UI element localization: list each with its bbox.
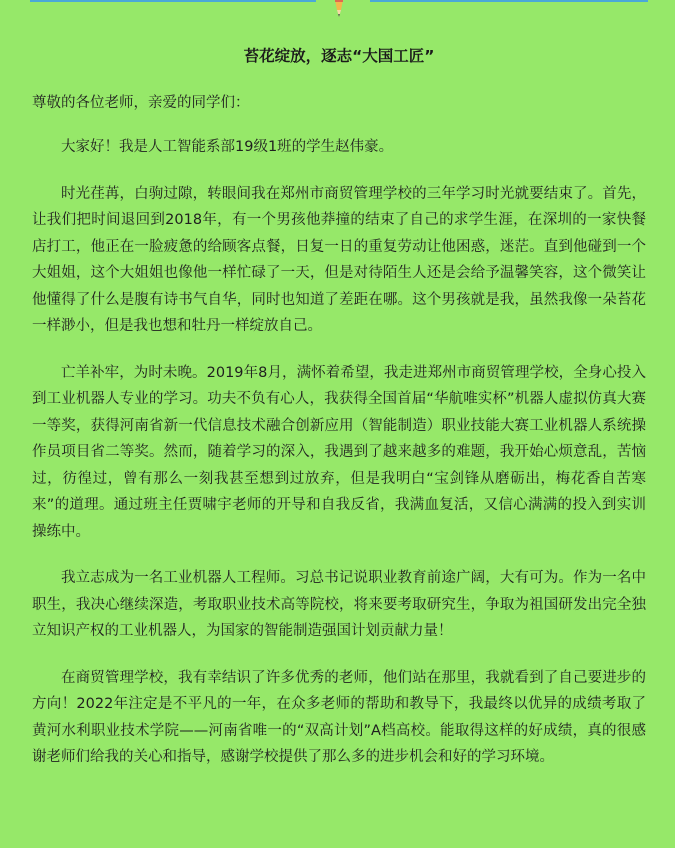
paragraph: 我立志成为一名工业机器人工程师。习总书记说职业教育前途广阔，大有可为。作为一名中职生，我决心继续深造，考取职业技术高等院校，将来要考取研究生，争取为祖国研发出完全独立知识产权的工业机器人，为国家的智能制造强国计划贡献力量！	[32, 570, 646, 639]
paragraph: 大家好！我是人工智能系部19级1班的学生赵伟豪。	[61, 139, 394, 155]
paragraph: 在商贸管理学校，我有幸结识了许多优秀的老师，他们站在那里，我就看到了自己要进步的方向！2022年注定是不平凡的一年，在众多老师的帮助和教导下，我最终以优异的成绩考取了黄河水利职业技术学院——河南省唯一的“双高计划”A档高校。能取得这样的好成绩，真的很感谢老师们给我的关心和指导，感谢学校提供了那么多的进步机会和好的学习环境。	[32, 669, 646, 765]
article	[32, 44, 646, 791]
paragraph: 亡羊补牢，为时未晚。2019年8月，满怀着希望，我走进郑州市商贸管理学校，全身心投入到工业机器人专业的学习。功夫不负有心人，我获得全国首届“华航唯实杯”机器人虚拟仿真大赛一等奖，获得河南省新一代信息技术融合创新应用（智能制造）职业技能大赛工业机器人系统操作员项目省二等奖。然而，随着学习的深入，我遇到了越来越多的难题，我开始心烦意乱，苦恼过，彷徨过，曾有那么一刻我甚至想到过放弃，但是我明白“宝剑锋从磨砺出，梅花香自苦寒来”的道理。通过班主任贾啸宇老师的开导和自我反省，我满血复活，又信心满满的投入到实训操练中。	[32, 364, 646, 540]
top-decoration	[0, 0, 675, 18]
top-divider-left	[30, 0, 316, 2]
article-title: 苔花绽放，逐志“大国工匠”	[243, 47, 435, 65]
paragraph: 时光荏苒，白驹过隙，转眼间我在郑州市商贸管理学校的三年学习时光就要结束了。首先，让我们把时间退回到2018年，有一个男孩他莽撞的结束了自己的求学生涯，在深圳的一家快餐店打工，他正在一脸疲惫的给顾客点餐，日复一日的重复劳动让他困惑，迷茫。直到他碰到一个大姐姐，这个大姐姐也像他一样忙碌了一天，但是对待陌生人还是会给予温馨笑容，这个微笑让他懂得了什么是腹有诗书气自华，同时也知道了差距在哪。这个男孩就是我，虽然我像一朵苔花一样渺小，但是我也想和牡丹一样绽放自己。	[32, 185, 646, 334]
top-divider-right	[370, 0, 648, 2]
pencil-icon	[327, 0, 351, 18]
greeting: 尊敬的各位老师，亲爱的同学们：	[32, 95, 250, 111]
